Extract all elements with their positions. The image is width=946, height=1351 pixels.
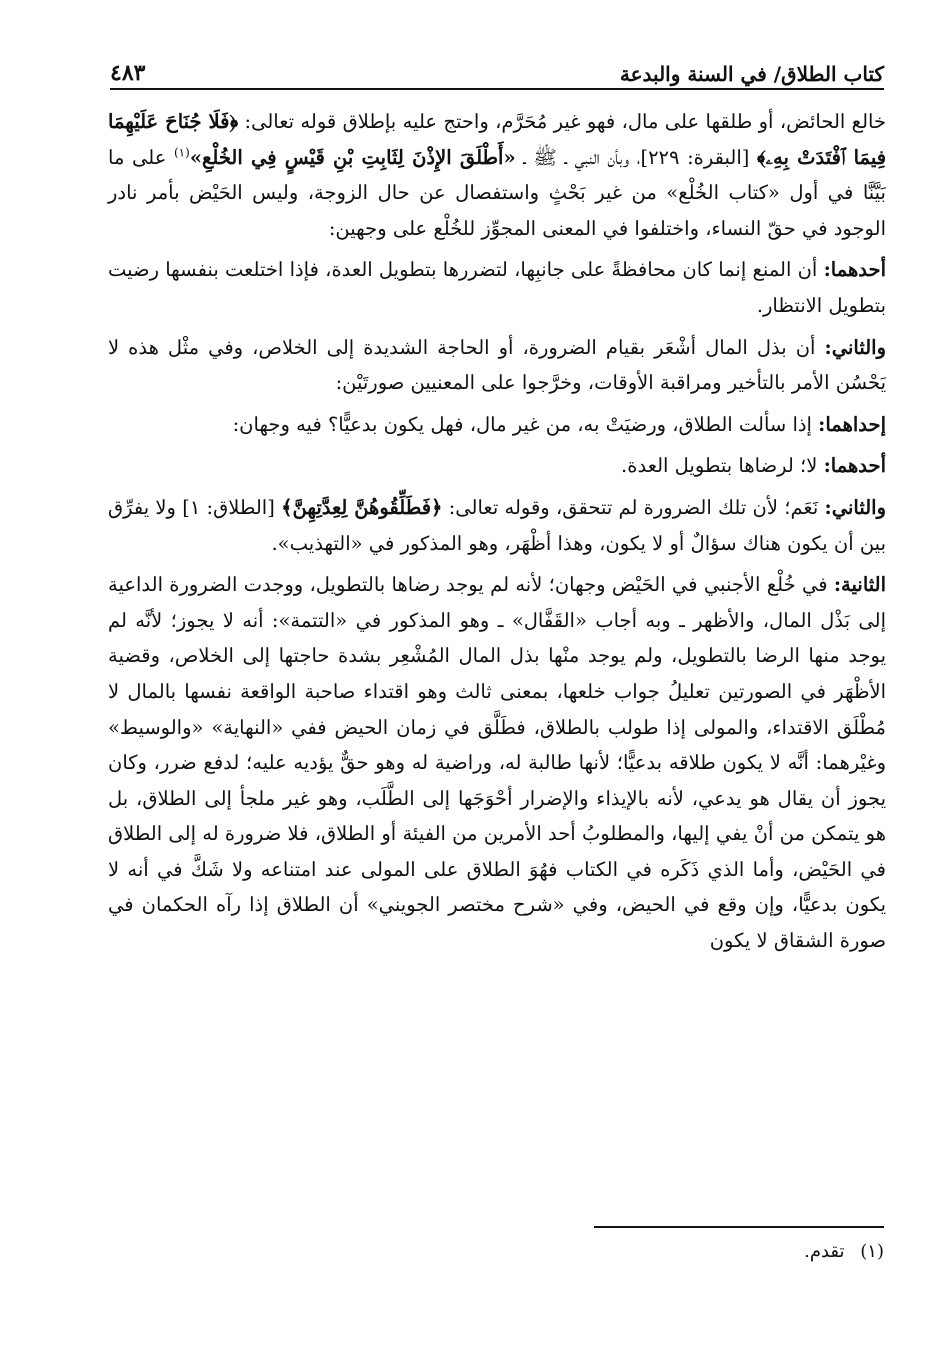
paragraph-7-lead: الثانية: — [833, 573, 887, 597]
paragraph-6-text-1: نَعَم؛ لأن تلك الضرورة لم تتحقق، وقوله تعالى: — [448, 495, 819, 519]
running-header — [110, 52, 884, 86]
paragraph-6-lead: والثاني: — [824, 495, 886, 519]
paragraph-1-intro: خالع الحائض، أو طلقها على مال، فهو غير مُحَرَّم، واحتج عليه بإطلاق قوله تعالى: — [244, 110, 886, 133]
quran-verse-baqarah: ﴿فَلَا جُنَاحَ عَلَيْهِمَا فِيمَا ٱفْتَدَتْ بِهِۦ﴾ — [108, 110, 887, 169]
paragraph-5 — [108, 448, 886, 484]
paragraph-1 — [108, 104, 886, 246]
paragraph-7-text: في خُلْع الأجنبي في الحَيْض وجهان؛ لأنه لم يوجد رضاها بالتطويل، ووجدت الضرورة الداعية إلى بَذْل المال، والأظهر ـ وبه أجاب «القَفَّال» ـ وهو المذكور في «التتمة»: أنه لا يجوز؛ لأنَّه لم يوجد منها الرضا بالتطويل، ولم يوجد منْها بذل المال المُشْعِر بشدة حاجتها إلى الخلاص، وقضية الأظْهَر في الصورتين تعليلُ جواب خلعها، بمعنى ثالث وهو اقتداء صاحبة الواقعة نفسها بالمال لا مُطْلَق الاقتداء، والمولى إذا طولب بالطلاق، فطَلَّق في زمان الحيض ففي «النهاية» «والوسيط» وغيْرهما: أنَّه لا يكون طلاقه بدعيًّا؛ لأنها طالبة له، وراضية له وهو حقٌّ يؤديه عليه؛ لدفع ضرر، وكان يجوز أن يقال هو يدعي، لأنه بالإيذاء والإضرار أحْوَجَها إلى الطَّلَب، وهو غير ملجأ إلى الطلاق، بل هو يتمكن من أنْ يفي إليها، والمطلوبُ أحد الأمرين من الفيئة أو الطلاق، فلا ضرورة له إلى الطلاق في الحَيْض، وأما الذي ذَكَره في الكتاب فهُوَ الطلاق على المولى عند امتناعه ولا شَكَّ في أنه لا يكون بدعيًّا، وإن وقع في الحيض، وفي «شرح مختصر الجويني» أن الطلاق إذا رآه الحكمان في صورة الشقاق لا يكون — [108, 573, 886, 953]
paragraph-3-lead: والثاني: — [824, 335, 886, 359]
paragraph-6-text-2: [الطلاق: ١] ولا يفرِّق بين أن يكون هناك سؤالٌ أو لا يكون، وهذا أظْهَر، وهو المذكور في «التهذيب». — [108, 495, 886, 555]
header-rule — [110, 88, 884, 90]
paragraph-5-text: لا؛ لرضاها بتطويل العدة. — [621, 454, 818, 478]
paragraph-2-text: أن المنع إنما كان محافظةً على جانبِها، لتضررها بتطويل العدة، فإذا اختلعت بنفسها رضيت بتطويل الانتظار. — [108, 258, 886, 317]
footnote-rule — [594, 1226, 884, 1228]
page-number: ٤٨٣ — [110, 60, 146, 86]
quran-verse-talaq: ﴿فَطَلِّقُوهُنَّ لِعِدَّتِهِنَّ﴾ — [281, 495, 443, 519]
paragraph-1-rest: على ما بَيَّنَّا في أول «كتاب الخُلْع» من غير بَحْثٍ واستفصال عن حال الزوجة، وليس الحَيْض بأمر نادر الوجود في حقّ النساء، واختلفوا في المعنى المجوِّز للخُلْع على وجهين: — [108, 145, 886, 240]
hadith-quote: «أَطْلَقَ الإِذْنَ لِثَابِتِ بْنِ قَيْسٍ فِي الخُلْعِ» — [189, 145, 516, 169]
footnote — [804, 1238, 884, 1266]
paragraph-1-citation: [البقرة: ٢٢٩]، وبأن النبي ـ ﷺ ـ — [523, 145, 750, 169]
body-text — [108, 104, 886, 961]
paragraph-4-text: إذا سألت الطلاق، ورضيَتْ به، من غير مال، فهل يكون بدعيًّا؟ فيه وجهان: — [232, 412, 812, 436]
paragraph-5-lead: أحدهما: — [823, 454, 886, 478]
paragraph-4 — [108, 407, 886, 443]
paragraph-4-lead: إحداهما: — [818, 412, 886, 436]
paragraph-2-lead: أحدهما: — [823, 258, 886, 282]
paragraph-2 — [108, 252, 886, 323]
paragraph-3-text: أن بذل المال أشْعَر بقيام الضرورة، أو الحاجة الشديدة إلى الخلاص، وفي مثْل هذه لا يَحْسُن الأمر بالتأخير ومراقبة الأوقات، وخرَّجوا على المعنيين صورتَيْن: — [108, 335, 886, 395]
paragraph-3 — [108, 330, 886, 401]
footnote-reference: (١) — [173, 145, 190, 160]
paragraph-6 — [108, 490, 886, 561]
paragraph-7 — [108, 567, 886, 959]
footnote-text: تقدم. — [804, 1241, 845, 1262]
running-header-title: كتاب الطلاق/ في السنة والبدعة — [619, 62, 884, 86]
footnote-number: (١) — [860, 1241, 884, 1262]
